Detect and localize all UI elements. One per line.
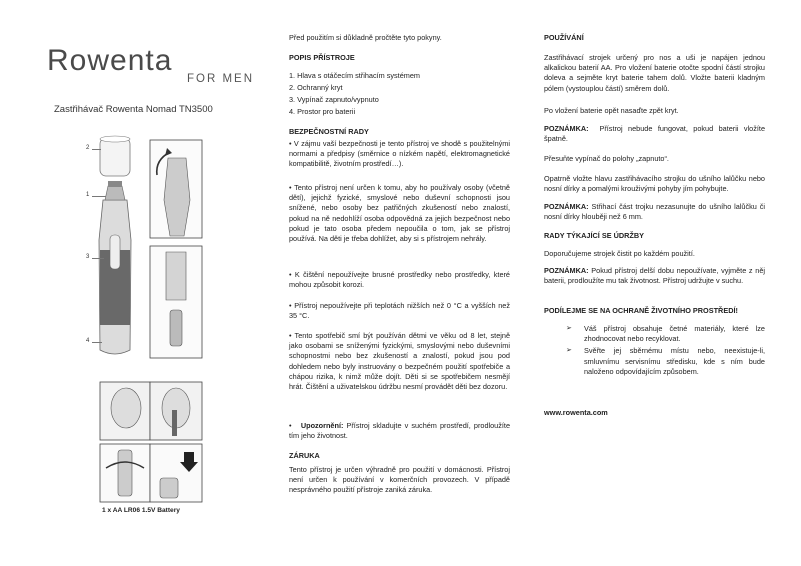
part-item: 1. Hlava s otáčecím střihacím systémem bbox=[289, 71, 420, 80]
environment-list bbox=[544, 324, 765, 377]
environment-item-text: Svěřte jej sběrnému místu nebo, neexistuje-li, smluvnímu servisnímu středisku, kde s ním bude naloženo odpovídajícím způsobem. bbox=[584, 346, 765, 376]
note-label: POZNÁMKA: bbox=[544, 266, 589, 275]
note-label: POZNÁMKA: bbox=[544, 202, 589, 211]
safety-paragraph: • Přístroj nepoužívejte při teplotách nižších než 0 °C a vyšších než 35 °C. bbox=[289, 301, 510, 321]
callout-4: 4 bbox=[86, 338, 90, 344]
callout-1: 1 bbox=[86, 192, 90, 198]
environment-item-text: Váš přístroj obsahuje četné materiály, které lze zhodnocovat nebo recyklovat. bbox=[584, 324, 765, 344]
warning-label: Upozornění: bbox=[300, 421, 344, 430]
warning-paragraph: • Upozornění: Přístroj skladujte v suchém prostředí, prodloužíte tím jeho životnost. bbox=[289, 421, 510, 441]
maintenance-heading: RADY TÝKAJÍCÍ SE ÚDRŽBY bbox=[544, 231, 645, 240]
maintenance-text: Doporučujeme strojek čistit po každém použití. bbox=[544, 249, 695, 258]
arrow-bullet-icon: ➢ bbox=[566, 325, 572, 332]
note-paragraph bbox=[544, 124, 765, 144]
intro-text: Před použitím si důkladně pročtěte tyto pokyny. bbox=[289, 33, 442, 42]
note-paragraph bbox=[544, 266, 765, 286]
note-text: Pokud přístroj delší dobu nepoužívate, vyjměte z něj baterii, prodloužíte mu tak životnost. Přístroj udržujte v suchu. bbox=[544, 266, 766, 286]
note-text: Přístroj nebude fungovat, pokud baterii vložíte špatně. bbox=[544, 124, 765, 144]
usage-text-2: Po vložení baterie opět nasaďte zpět kryt. bbox=[544, 106, 679, 115]
safety-heading: BEZPEČNOSTNÍ RADY bbox=[289, 127, 369, 136]
brand-subtitle: FOR MEN bbox=[187, 73, 255, 85]
product-title: Zastřihávač Rowenta Nomad TN3500 bbox=[54, 104, 213, 115]
part-item: 2. Ochranný kryt bbox=[289, 83, 343, 92]
safety-paragraph: • K čištění nepoužívejte brusné prostředky nebo prostředky, které mohou způsobit korozi. bbox=[289, 270, 510, 290]
arrow-bullet-icon: ➢ bbox=[566, 347, 572, 355]
website-link[interactable]: www.rowenta.com bbox=[544, 408, 608, 417]
safety-paragraph: • V zájmu vaší bezpečnosti je tento přístroj ve shodě s použitelnými normami a předpisy (směrnice o nízkém napětí, elektromagnetické kompatibilitě, životním prostředí…). bbox=[289, 139, 510, 169]
parts-heading: POPIS PŘÍSTROJE bbox=[289, 53, 355, 62]
warranty-text: Tento přístroj je určen výhradně pro použití v domácnosti. Přístroj není určen k používání v komerčních provozech. V případě nesprávného použití přístroje zaniká záruka. bbox=[289, 465, 510, 495]
callout-2: 2 bbox=[86, 145, 90, 151]
usage-text: Zastřihávací strojek určený pro nos a uši je napájen jednou alkalickou baterií AA. Pro vložení baterie otočte spodní částí strojku doleva a sejměte kryt baterie tahem dolů. Vložte baterii kladným pólem (vystouplou částí) směrem dolů. bbox=[544, 53, 765, 93]
note-text: Střihací část trojku nezasunujte do ušního lalůčku či nosní dírky hlouběji než 6 mm. bbox=[544, 202, 766, 222]
environment-heading: PODÍLEJME SE NA OCHRANĚ ŽIVOTNÍHO PROSTŘEDÍ! bbox=[544, 306, 738, 315]
insert-text: Opatrně vložte hlavu zastřihávacího strojku do ušního lalůčku nebo nosní dírky a pomalými krouživými pohyby jím pohybujte. bbox=[544, 174, 765, 194]
safety-paragraph: • Tento přístroj není určen k tomu, aby ho používaly osoby (včetně dětí), jejichž fyzické, smyslové nebo duševní schopnosti jsou snížené, nebo osoby bez patřičných zkušeností nebo znalostí, pokud na ně nedohlíží osoba odpovědná za jejich bezpečnost nebo pokud je tato osoba předem nepoučila o tom, jak se přístroj používá. Na děti je třeba dohlížet, aby si s přístrojem nehrály. bbox=[289, 183, 510, 244]
note-label: POZNÁMKA: bbox=[544, 124, 589, 133]
warranty-heading: ZÁRUKA bbox=[289, 451, 320, 460]
part-item: 3. Vypínač zapnuto/vypnuto bbox=[289, 95, 379, 104]
part-item: 4. Prostor pro baterii bbox=[289, 107, 356, 116]
list-item bbox=[544, 324, 765, 344]
brand-name: Rowenta bbox=[47, 44, 173, 77]
list-item bbox=[544, 346, 765, 377]
callout-3: 3 bbox=[86, 254, 90, 260]
safety-paragraph: • Tento spotřebič smí být používán dětmi ve věku od 8 let, stejně jako osobami se sníženými fyzickými, smyslovými nebo duševními schopnostmi nebo bez zkušeností a znalostí, pokud jsou pod dohledem nebo byly instruovány o bezpečném použití spotřebiče a chápou rizika, k nimž může dojít. Děti si se spotřebičem nesmějí hrát. Čištění a uživatelskou údržbu nesmí provádět děti bez dozoru. bbox=[289, 331, 510, 392]
switch-text: Přesuňte vypínač do polohy „zapnuto“. bbox=[544, 154, 669, 163]
note-paragraph bbox=[544, 202, 765, 222]
usage-heading: POUŽÍVÁNÍ bbox=[544, 33, 584, 42]
warning-text: Přístroj skladujte v suchém prostředí, prodloužíte tím jeho životnost. bbox=[289, 421, 510, 441]
battery-label: 1 x AA LR06 1.5V Battery bbox=[102, 507, 180, 514]
